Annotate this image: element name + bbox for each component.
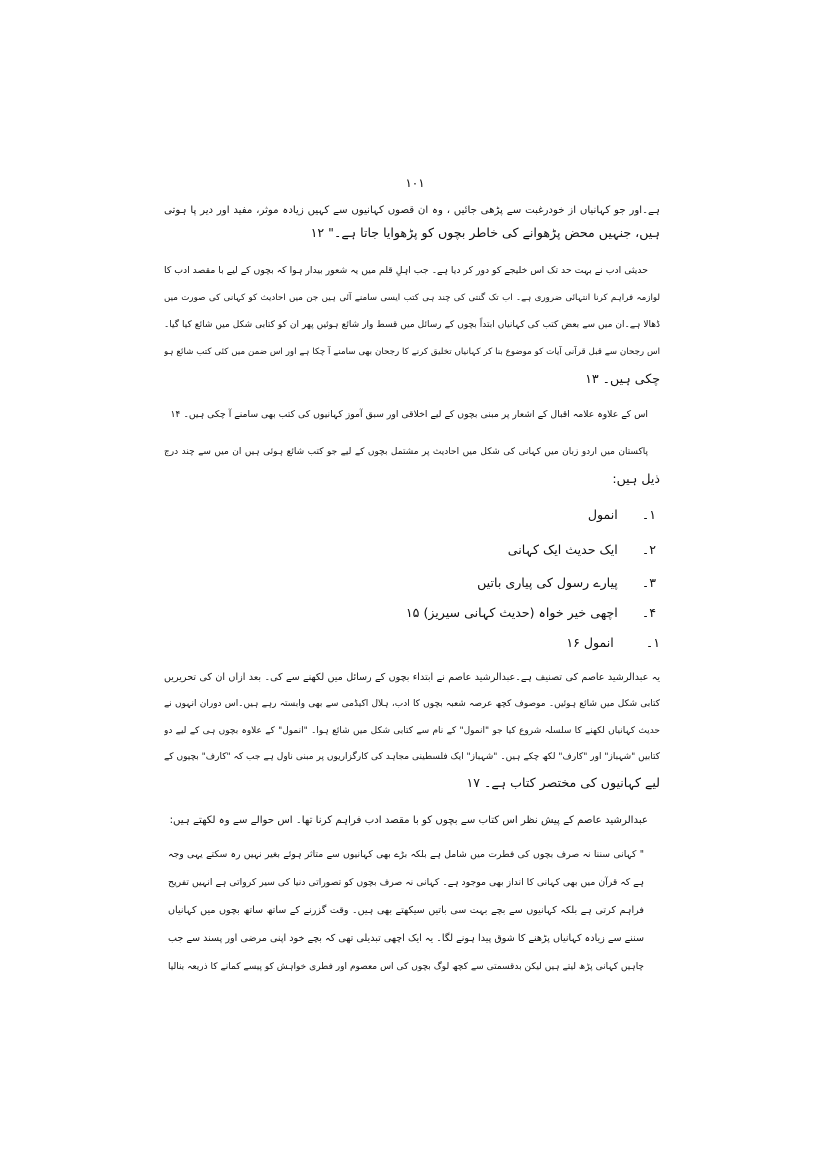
text-line: اس کے علاوہ علامہ اقبال کے اشعار پر مبنی بچوں کے لیے اخلاقی اور سبق آموز کہانیوں کی کتب بھی سامنے آ چکی ہیں۔ ۱۴	[170, 409, 648, 420]
section-number: ۱۔	[645, 635, 660, 650]
text-line: حدیثی ادب نے بہت حد تک اس خلیجے کو دور کر دیا ہے۔ جب اہلِ قلم میں یہ شعور بیدار ہوا کہ بچوں کے لیے با مقصد ادب کا	[164, 265, 648, 276]
text-line: لیے کہانیوں کی مختصر کتاب ہے۔ ۱۷	[466, 775, 660, 790]
list-text: ایک حدیث ایک کہانی	[507, 542, 618, 557]
text-line: ہے۔اور جو کہانیاں از خودرغبت سے پڑھی جائیں ، وہ ان قصوں کہانیوں سے کہیں زیادہ موثر، مفید اور دیر پا ہوتی	[164, 205, 660, 216]
text-line: پاکستان میں اردو زبان میں کہانی کی شکل میں احادیث پر مشتمل بچوں کے لیے جو کتب شائع ہوئی ہیں ان میں سے چند درج	[164, 447, 648, 457]
quote-line: ہے کہ قرآن میں بھی کہانی کا انداز بھی موجود ہے۔ کہانی نہ صرف بچوں کو تصوراتی دنیا کی سیر کرواتی ہے انہیں تفریح	[168, 877, 644, 888]
quote-line: " کہانی سننا نہ صرف بچوں کی فطرت میں شامل ہے بلکہ بڑے بھی کہانیوں سے متاثر ہوئے بغیر نہیں رہ سکتے یہی وجہ	[168, 849, 644, 860]
text-line: حدیث کہانیاں لکھنے کا سلسلہ شروع کیا جو "انمول" کے نام سے کتابی شکل میں شائع ہوا۔ "انمول" کے علاوہ بچوں ہی کے لیے دو	[164, 726, 660, 736]
list-number: ۳۔	[641, 575, 656, 590]
list-item	[164, 604, 656, 624]
section-heading	[164, 634, 660, 654]
text-line: ڈھالا ہے۔ان میں سے بعض کتب کی کہانیاں ابتداً بچوں کے رسائل میں قسط وار شائع ہوئیں پھر ان کو کتابی شکل میں شائع کیا گیا۔	[164, 320, 660, 330]
text-line: کتابی شکل میں شائع ہوئیں۔ موصوف کچھ عرصہ شعبہ بچوں کا ادب، ہلال اکیڈمی سے بھی وابستہ رہے ہیں۔اس دوران انہوں نے	[164, 699, 660, 709]
list-number: ۴۔	[641, 605, 656, 620]
quote-line: فراہم کرتی ہے بلکہ کہانیوں سے بچے بہت سی باتیں سیکھتے بھی ہیں۔ وقت گزرنے کے ساتھ ساتھ بچوں میں کہانیاں	[168, 905, 644, 916]
list-number: ۲۔	[641, 542, 656, 557]
text-line: ذیل ہیں:	[612, 471, 660, 486]
text-line: اس رجحان سے قبل قرآنی آیات کو موضوع بنا کر کہانیاں تخلیق کرنے کا رجحان بھی سامنے آ چکا ہے اور اس ضمن میں کئی کتب شائع ہو	[164, 347, 660, 357]
quote-line: سننے سے زیادہ کہانیاں پڑھنے کا شوق پیدا ہونے لگا۔ یہ ایک اچھی تبدیلی تھی کہ بچے خود اپنی مرضی اور پسند سے جب	[168, 933, 644, 944]
list-item	[164, 541, 656, 561]
text-line: ہیں، جنہیں محض پڑھوانے کی خاطر بچوں کو پڑھوایا جاتا ہے۔" ۱۲	[310, 225, 660, 240]
text-line: چکی ہیں۔ ۱۳	[585, 371, 660, 386]
text-line: کتابیں "شہباز" اور "کارف" لکھ چکے ہیں۔ "شہباز" ایک فلسطینی مجاہد کی کارگزاریوں پر مبنی ناول ہے جب کہ "کارف" بچیوں کے	[164, 752, 660, 762]
list-text: پیارے رسول کی پیاری باتیں	[477, 575, 618, 590]
page-number: ۱۰۱	[405, 176, 425, 190]
text-line: لوازمہ فراہم کرنا انتہائی ضروری ہے۔ اب تک گنتی کی چند ہی کتب ایسی سامنے آئی ہیں جن میں احادیث کو کہانی کی صورت میں	[164, 293, 660, 303]
text-line: عبدالرشید عاصم کے پیش نظر اس کتاب سے بچوں کو با مقصد ادب فراہم کرنا تھا۔ اس حوالے سے وہ لکھتے ہیں:	[169, 815, 648, 826]
quote-line: چاہیں کہانی پڑھ لیتے ہیں لیکن بدقسمتی سے کچھ لوگ بچوں کی اس معصوم اور فطری خواہش کو پیسے کمانے کا ذریعہ بنالیا	[168, 962, 644, 972]
list-text: انمول	[587, 507, 618, 522]
section-title: انمول ۱۶	[566, 635, 614, 650]
list-number: ۱۔	[641, 507, 656, 522]
list-item	[164, 506, 656, 526]
list-text: اچھی خیر خواہ (حدیث کہانی سیریز) ۱۵	[405, 605, 618, 620]
text-line: یہ عبدالرشید عاصم کی تصنیف ہے۔عبدالرشید عاصم نے ابتداء بچوں کے رسائل میں لکھنے سے کی۔ بعد ازاں ان کی تحریریں	[164, 672, 660, 683]
list-item	[164, 574, 656, 594]
